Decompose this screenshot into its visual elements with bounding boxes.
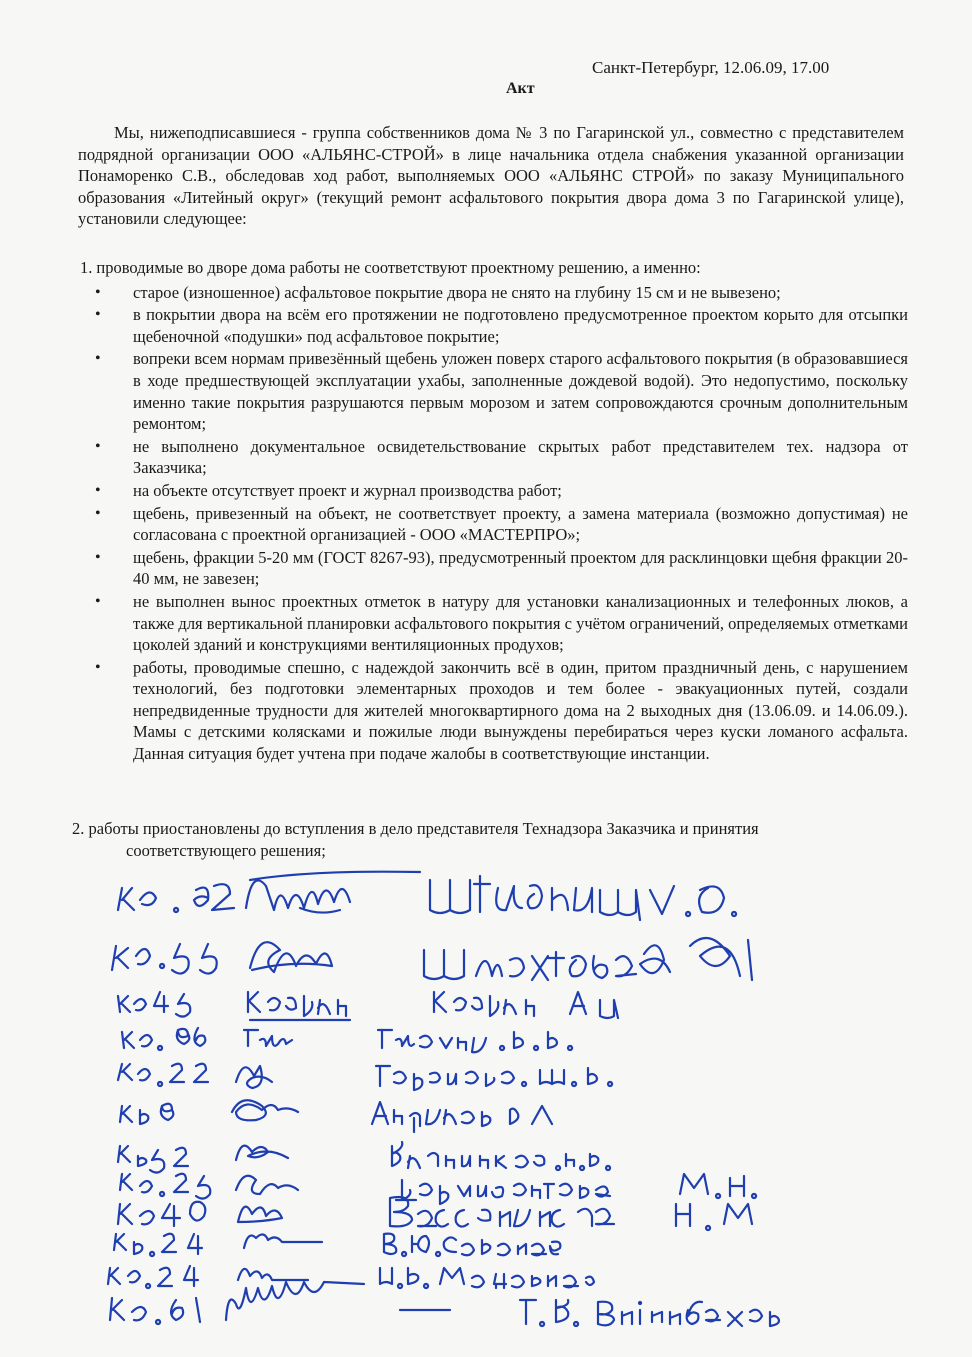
finding-2-number: 2. — [72, 819, 85, 838]
handwritten-apartment — [120, 1104, 173, 1124]
signature-scribble — [246, 872, 420, 913]
handwritten-name — [392, 1142, 610, 1170]
list-item — [95, 304, 908, 347]
list-item-text: не выполнен вынос проектных отметок в натуру для установки канализационных и телефонных люков, а также для вертикальной планировки асфальтового покрытия с учётом ограничений, определяемых отметками цоколей зданий и конструкциями вентиляционных продухов; — [133, 591, 908, 655]
list-item-text: старое (изношенное) асфальтовое покрытие двора не снято на глубину 15 см и не вывезено; — [133, 282, 781, 302]
bullet-icon: • — [95, 306, 101, 324]
finding-2 — [72, 818, 892, 861]
intro-paragraph: Мы, нижеподписавшиеся - группа собственников дома № 3 по Гагаринской ул., совместно с представителем подрядной организации ООО «АЛЬЯНС-СТРОЙ» в лице начальника отдела снабжения указанной организации Понаморенко С.В., обследовав ход работ, выполняемых ООО «АЛЬЯНС СТРОЙ» по заказу Муниципального образования «Литейный округ» (текущий ремонт асфальтового покрытия двора дома 3 по Гагаринской улице), установили следующее: — [78, 123, 904, 229]
handwritten-apartment — [118, 884, 234, 912]
signature-scribble — [236, 1066, 272, 1088]
signature-scribble — [250, 942, 332, 972]
finding-2-line-2: соответствующего решения; — [126, 840, 326, 860]
bullet-icon: • — [95, 658, 101, 676]
signature-scribble — [232, 1100, 298, 1120]
list-item-text: вопреки всем нормам привезённый щебень уложен поверх старого асфальтового покрытия (в образовавшиеся в ходе предшествующей эксплуатации ухабы, заполненные дождевой водой). Это недопустимо, поскольку именно такие покрытия разрушаются первым морозом и затем сопровождаются срочным дополнительным ремонтом; — [133, 349, 908, 434]
signature-scribbles — [0, 860, 972, 1340]
finding-1-lead-line — [80, 257, 908, 279]
handwritten-apartment — [108, 1266, 198, 1288]
handwritten-name — [372, 1102, 552, 1132]
handwritten-apartment — [120, 1174, 210, 1199]
handwritten-apartment — [122, 1028, 205, 1050]
bullet-icon: • — [95, 350, 101, 368]
finding-1 — [80, 257, 908, 766]
list-item-text: не выполнено документальное освидетельствование скрытых работ представителем тех. надзора от Заказчика; — [133, 436, 908, 478]
list-item — [95, 591, 908, 656]
handwritten-name — [430, 876, 736, 920]
handwritten-name — [248, 992, 350, 1020]
handwritten-name — [520, 1300, 779, 1326]
place-date-time: Санкт-Петербург, 12.06.09, 17.00 — [592, 58, 830, 77]
list-item — [95, 547, 908, 590]
handwritten-apartment — [112, 944, 217, 974]
handwritten-apartment — [118, 1146, 188, 1173]
signature-scribble — [238, 1269, 308, 1280]
bullet-icon: • — [95, 592, 101, 610]
bullet-icon: • — [95, 504, 101, 522]
finding-1-lead: проводимые во дворе дома работы не соответствуют проектному решению, а именно: — [96, 258, 701, 277]
violations-list — [80, 282, 908, 765]
list-item-text: щебень, фракции 5-20 мм (ГОСТ 8267-93), предусмотренный проектом для расклинцовки щебня фракции 20-40 мм, не завезен; — [133, 547, 908, 589]
signature-scribble — [238, 1207, 282, 1222]
list-item-text: щебень, привезенный на объект, не соответствует проекту, а замена материала (возможно допустимая) не согласована с проектной организацией - ООО «МАСТЕРПРО»; — [133, 503, 908, 545]
list-item — [95, 436, 908, 479]
bullet-icon: • — [95, 548, 101, 566]
handwritten-name — [380, 1268, 594, 1288]
list-item-text: на объекте отсутствует проект и журнал производства работ; — [133, 480, 562, 500]
handwritten-apartment — [110, 1298, 200, 1324]
list-item — [95, 503, 908, 546]
handwritten-name — [384, 1234, 560, 1256]
signature-scribble — [226, 1282, 450, 1320]
handwritten-apartment — [114, 1234, 202, 1256]
signature-scribble — [244, 1234, 322, 1248]
handwritten-apartment — [118, 992, 190, 1017]
list-item-text: работы, проводимые спешно, с надеждой закончить всё в один, притом праздничный день, с нарушением технологий, без подготовки элементарных проходов и тем более - эвакуационных путей, создали непредвиденные трудности для жителей многоквартирного дома на 2 выходных дня (13.06.09. и 14.06.09.). Мамы с детскими колясками и пожилые люди вынуждены перебираться через куски ломаного асфальта. Данная ситуация будет учтена при подаче жалобы в соответствующие инстанции. — [133, 657, 908, 764]
signature-scribble — [236, 1176, 298, 1194]
bullet-icon: • — [95, 283, 101, 301]
list-item — [95, 480, 908, 502]
bullet-icon: • — [95, 437, 101, 455]
signature-scribble — [236, 1146, 288, 1160]
signature-block — [0, 860, 972, 1340]
signature-scribble — [244, 1030, 292, 1046]
finding-1-number: 1. — [80, 258, 93, 277]
handwritten-name — [396, 1174, 756, 1204]
list-item — [95, 348, 908, 434]
list-item — [95, 282, 908, 304]
list-item-text: в покрытии двора на всём его протяжении не подготовлено предусмотренное проектом корыто для отсыпки щебеночной «подушки» под асфальтовое покрытие; — [133, 305, 908, 346]
handwritten-name — [424, 938, 752, 980]
document-title: Акт — [506, 80, 535, 97]
handwritten-apartment — [118, 1202, 205, 1226]
list-item — [95, 657, 908, 765]
bullet-icon: • — [95, 481, 101, 499]
handwritten-name — [376, 1066, 612, 1090]
handwritten-name — [378, 1030, 572, 1052]
handwritten-apartment — [118, 1064, 208, 1086]
finding-2-line-1: работы приостановлены до вступления в дело представителя Технадзора Заказчика и принятия — [88, 819, 759, 838]
handwritten-name — [434, 992, 618, 1018]
